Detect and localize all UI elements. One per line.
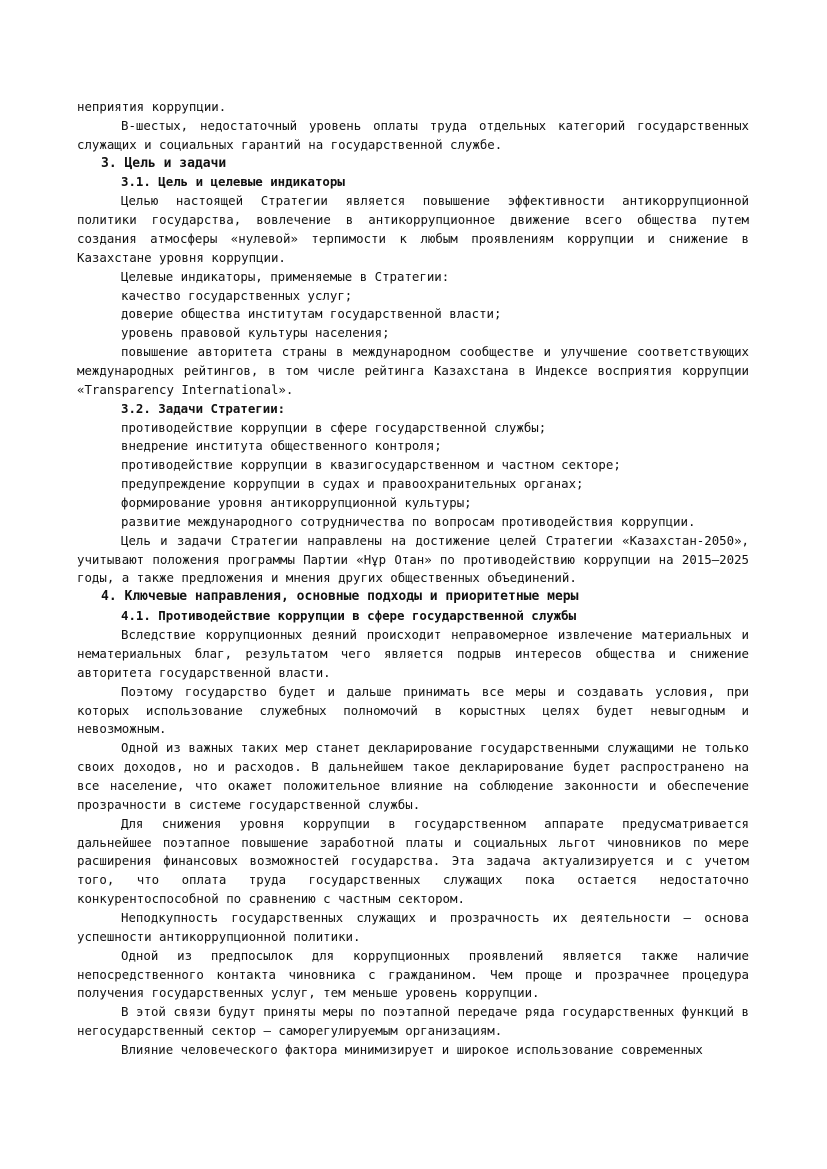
section-3-heading: 3. Цель и задачи <box>101 155 227 171</box>
section-4-paragraph: Неподкупность государственных служащих и прозрачность их деятельности – основа успешности антикоррупционной политики. <box>77 909 749 944</box>
section-4-paragraph: Поэтому государство будет и дальше принимать все меры и создавать условия, при которых использование служебных полномочий в корыстных целях будет невыгодным и невозможным. <box>77 683 749 737</box>
subsection-4-1-heading: 4.1. Противодействие коррупции в сфере государственной службы <box>121 608 577 624</box>
task-item: противодействие коррупции в сфере государственной службы; <box>121 419 547 435</box>
tasks-paragraph: Цель и задачи Стратегии направлены на достижение целей Стратегии «Казахстан-2050», учитывают положения программы Партии «Нұр Отан» по противодействию коррупции на 2015–2025 годы, а также предложения и мнения других общественных объединений. <box>77 532 749 586</box>
section-4-paragraph: В этой связи будут приняты меры по поэтапной передаче ряда государственных функций в негосударственный сектор – саморегулируемым организациям. <box>77 1004 749 1039</box>
section-4-heading: 4. Ключевые направления, основные подходы и приоритетные меры <box>101 589 579 605</box>
task-item: противодействие коррупции в квазигосударственном и частном секторе; <box>121 457 621 473</box>
section-4-paragraph: Вследствие коррупционных деяний происходит неправомерное извлечение материальных и нематериальных благ, результатом чего является подрыв интересов общества и снижение авторитета государственной власти. <box>77 627 749 680</box>
subsection-3-2-heading: 3.2. Задачи Стратегии: <box>121 400 286 416</box>
paragraph-sixth: В-шестых, недостаточный уровень оплаты труда отдельных категорий государственных служащих и социальных гарантий на государственной службе. <box>77 117 749 152</box>
section-4-paragraph: Влияние человеческого фактора минимизирует и широкое использование современных <box>121 1041 703 1057</box>
paragraph-top: неприятия коррупции. <box>77 99 227 114</box>
task-item: развитие международного сотрудничества по вопросам противодействия коррупции. <box>121 513 696 529</box>
task-item: предупреждение коррупции в судах и правоохранительных органах; <box>121 476 584 492</box>
section-4-paragraph: Одной из важных таких мер станет декларирование государственными служащими не только своих доходов, но и расходов. В дальнейшем такое декларирование будет распространено на все население, что окажет положительное влияние на соблюдение законности и обеспечение прозрачности в системе государственной службы. <box>77 740 749 812</box>
indicator-item: уровень правовой культуры населения; <box>121 325 390 341</box>
task-item: внедрение института общественного контроля; <box>121 438 442 454</box>
indicators-intro: Целевые индикаторы, применяемые в Стратегии: <box>121 268 450 284</box>
task-item: формирование уровня антикоррупционной культуры; <box>121 495 472 511</box>
section-4-paragraph: Одной из предпосылок для коррупционных проявлений является также наличие непосредственного контакта чиновника с гражданином. Чем проще и прозрачнее процедура получения государственных услуг, тем меньше уровень коррупции. <box>77 947 749 1001</box>
goal-paragraph: Целью настоящей Стратегии является повышение эффективности антикоррупционной политики государства, вовлечение в антикоррупционное движение всего общества путем создания атмосферы «нулевой» терпимости к любым проявлениям коррупции и снижение в Казахстане уровня коррупции. <box>77 193 749 265</box>
indicator-item: качество государственных услуг; <box>121 287 353 303</box>
indicator-item: доверие общества институтам государственной власти; <box>121 306 502 322</box>
document-page <box>77 98 749 1060</box>
subsection-3-1-heading: 3.1. Цель и целевые индикаторы <box>121 174 345 190</box>
indicator-item: повышение авторитета страны в международном сообществе и улучшение соответствующих международных рейтингов, в том числе рейтинга Казахстана в Индексе восприятия коррупции «Transparency International». <box>77 344 749 397</box>
section-4-paragraph: Для снижения уровня коррупции в государственном аппарате предусматривается дальнейшее поэтапное повышение заработной платы и социальных льгот чиновников по мере расширения финансовых возможностей государства. Эта задача актуализируется и с учетом того, что оплата труда государственных служащих пока остается недостаточно конкурентоспособной по сравнению с частным сектором. <box>77 815 749 907</box>
